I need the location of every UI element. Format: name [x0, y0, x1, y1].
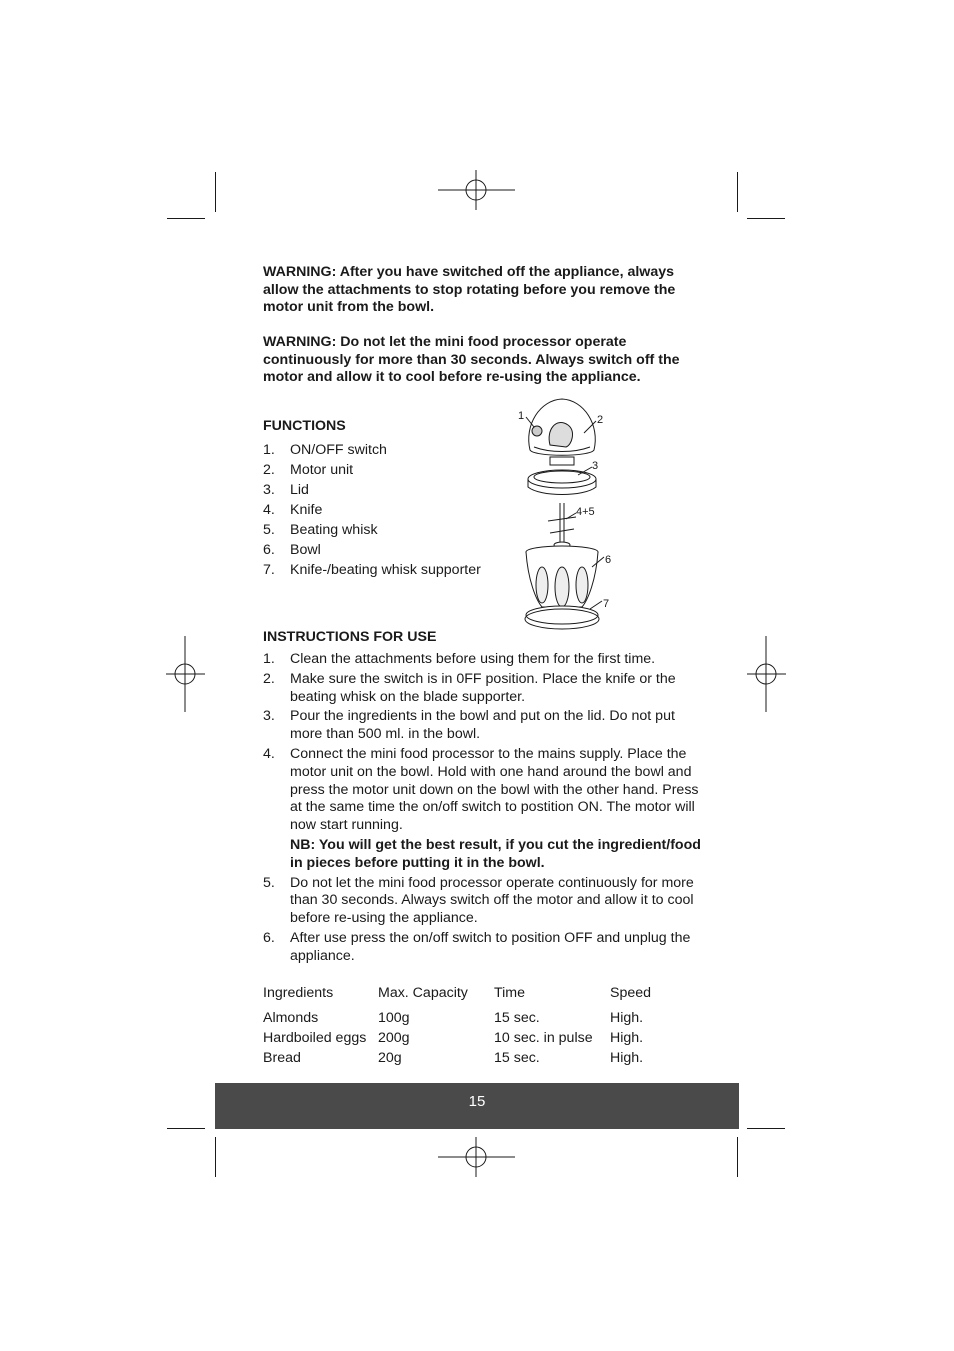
instructions-list [263, 651, 703, 966]
list-item: 6. After use press the on/off switch to position OFF and unplug the appliance. [263, 929, 691, 964]
list-item: 5. Beating whisk [263, 522, 378, 538]
page-footer [215, 1083, 739, 1129]
list-item: 3. Pour the ingredients in the bowl and put on the lid. Do not put more than 500 ml. in the bowl. [263, 708, 675, 743]
list-item: 7. Knife-/beating whisk supporter [263, 562, 481, 578]
diagram-label-6: 6 [605, 554, 612, 566]
functions-list [263, 440, 703, 580]
list-item: 4. Connect the mini food processor to the mains supply. Place the motor unit on the bowl. Hold with one hand around the bowl and press the motor unit down on the bowl with the other hand. Press at the same time the on/off switch to postition ON. The motor will now start running. NB: You will get the best result, if you cut the ingredient/food in pieces before putting it in the bowl. [263, 746, 703, 873]
list-item: 1. Clean the attachments before using them for the first time. [263, 651, 656, 667]
table-cell: 15 sec. [494, 1010, 540, 1026]
table-cell: High. [610, 1050, 644, 1066]
table-header: Max. Capacity [378, 985, 468, 1001]
table-cell: High. [610, 1030, 644, 1046]
table-cell: 200g [378, 1030, 410, 1046]
table-cell: Almonds [263, 1010, 319, 1026]
food-processor-diagram [510, 395, 620, 635]
warning-continuous: WARNING: Do not let the mini food processor operate continuously for more than 30 seconds. Always switch off the motor and allow it to cool before re-using the appliance. [263, 334, 680, 386]
table-cell: 20g [378, 1050, 402, 1066]
diagram-label-2: 2 [597, 414, 604, 426]
table-header: Time [494, 985, 526, 1001]
table-cell: 15 sec. [494, 1050, 540, 1066]
diagram-label-4-5: 4+5 [576, 506, 595, 518]
list-item: 6. Bowl [263, 542, 321, 558]
list-item: 5. Do not let the mini food processor operate continuously for more than 30 seconds. Always switch off the motor and allow it to cool before re-using the appliance. [263, 874, 694, 927]
table-cell: Hardboiled eggs [263, 1030, 367, 1046]
page-number: 15 [468, 1093, 486, 1110]
table-cell: 10 sec. in pulse [494, 1030, 593, 1046]
list-item: 1. ON/OFF switch [263, 442, 387, 458]
diagram-label-7: 7 [603, 598, 610, 610]
instructions-heading: INSTRUCTIONS FOR USE [263, 629, 437, 645]
warning-rotating: WARNING: After you have switched off the appliance, always allow the attachments to stop rotating before you remove the motor unit from the bowl. [263, 264, 676, 316]
list-item: 2. Motor unit [263, 462, 354, 478]
table-cell: 100g [378, 1010, 410, 1026]
on-off-switch-icon [532, 426, 542, 436]
table-header: Speed [610, 985, 652, 1001]
diagram-label-1: 1 [518, 410, 525, 422]
functions-heading: FUNCTIONS [263, 418, 346, 434]
list-item: 3. Lid [263, 482, 309, 498]
table-cell: High. [610, 1010, 644, 1026]
list-item: 4. Knife [263, 502, 323, 518]
note-best-result: NB: You will get the best result, if you cut the ingredient/food in pieces before putting it in the bowl. [290, 836, 701, 871]
list-item: 2. Make sure the switch is in 0FF position. Place the knife or the beating whisk on the blade supporter. [263, 670, 676, 705]
diagram-label-3: 3 [592, 460, 599, 472]
table-header: Ingredients [263, 985, 334, 1001]
table-cell: Bread [263, 1050, 301, 1066]
